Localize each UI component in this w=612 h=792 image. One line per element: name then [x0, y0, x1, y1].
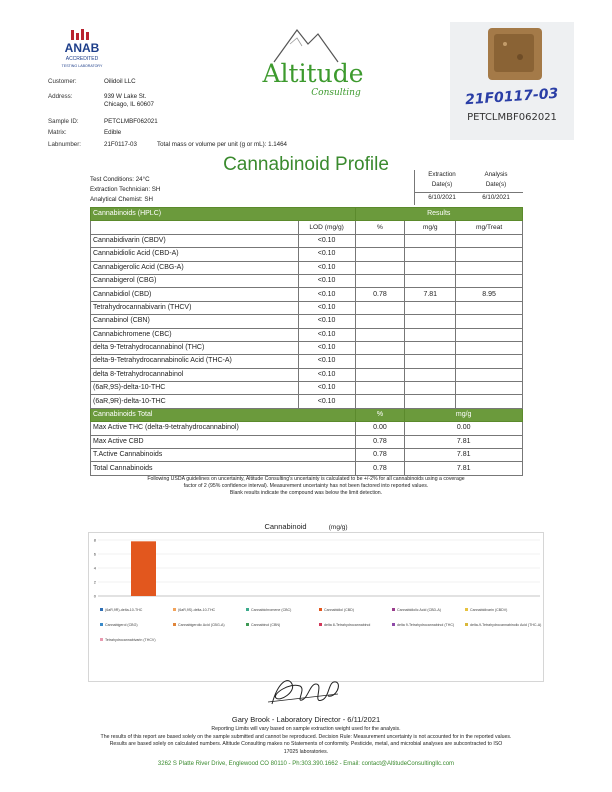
footer-line-3: The results of this report are based solely on the sample submitted and cannot be reproduced. Decision Rule: Measurement uncertainty is not accounted for in the reported values.	[100, 733, 512, 740]
totals-pct: 0.78	[355, 435, 405, 448]
totals-header-pct: %	[355, 408, 405, 421]
row-lod: <0.10	[298, 274, 355, 287]
legend-label: delta 8-Tetrahydrocannabinol	[324, 622, 371, 627]
uncertainty-notes	[90, 476, 522, 497]
anab-sub2: TESTING LABORATORY	[61, 64, 103, 68]
row-name: Tetrahydrocannabivarin (THCV)	[91, 301, 299, 314]
legend-swatch	[100, 608, 103, 611]
analysis-date-label: Analysis	[484, 171, 508, 178]
column-mgg: mg/g	[405, 221, 456, 234]
legend-swatch	[173, 608, 176, 611]
totals-name: Max Active CBD	[91, 435, 356, 448]
row-name: delta 8-Tetrahydrocannabinol	[91, 368, 299, 381]
row-name: Cannabichromene (CBC)	[91, 328, 299, 341]
legend-swatch	[319, 608, 322, 611]
totals-mgg: 0.00	[405, 422, 523, 435]
matrix-label: Matrix:	[48, 129, 67, 136]
labnumber-value: 21F0117-03	[104, 141, 137, 148]
column-pct: %	[355, 221, 405, 234]
anab-sub: ACCREDITED	[65, 56, 99, 62]
customer-value: Oilidoil LLC	[104, 78, 136, 85]
totals-pct: 0.00	[355, 422, 405, 435]
row-lod: <0.10	[298, 341, 355, 354]
row-name: Cannabigerol (CBG)	[91, 274, 299, 287]
chart-svg	[88, 532, 544, 682]
contact-line: 3262 S Platte River Drive, Englewood CO 80110 - Ph:303.390.1662 - Email: contact@AltitudeConsultingllc.com	[157, 761, 455, 767]
row-lod: <0.10	[298, 301, 355, 314]
totals-row	[91, 422, 523, 435]
table-row	[91, 234, 523, 247]
legend-label: Cannabigerol (CBG)	[105, 622, 138, 627]
row-lod: <0.10	[298, 315, 355, 328]
extraction-date-sub: Date(s)	[431, 181, 453, 188]
chart-title: Cannabinoid	[264, 522, 307, 531]
footer-line-2: Reporting Limits will vary based on sample extraction weight used for the analysis.	[211, 726, 401, 732]
extraction-date-label: Extraction	[428, 171, 456, 178]
test-conditions: Test Conditions: 24°C	[90, 176, 150, 183]
row-name: Cannabinol (CBN)	[91, 315, 299, 328]
table-row	[91, 301, 523, 314]
row-lod: <0.10	[298, 288, 355, 301]
table-row	[91, 288, 523, 301]
note-line-2: factor of 2 (95% confidence interval). Measurement uncertainty has not been factored into reported values.	[183, 483, 429, 489]
legend-swatch	[246, 608, 249, 611]
extraction-technician: Extraction Technician: SH	[90, 186, 161, 193]
table-row	[91, 341, 523, 354]
row-lod: <0.10	[298, 395, 355, 408]
analysis-date: 6/10/2021	[482, 194, 510, 201]
chart-bar	[131, 541, 156, 596]
table-row	[91, 382, 523, 395]
legend-swatch	[100, 638, 103, 641]
legend-swatch	[246, 623, 249, 626]
row-lod: <0.10	[298, 368, 355, 381]
legend-label: Cannabichromene (CBC)	[251, 607, 292, 612]
chart-tick-label: 8	[93, 537, 96, 543]
row-name: delta 9-Tetrahydrocannabinol (THC)	[91, 341, 299, 354]
table-header-left: Cannabinoids (HPLC)	[91, 208, 356, 221]
legend-swatch	[173, 623, 176, 626]
footer-line-4: Results are based solely on calculated numbers. Altitude Consulting makes no Statements of conformity. Pesticide, metal, and microbial analyses are subcontracted to ISO	[109, 741, 503, 747]
signatory: Gary Brook - Laboratory Director - 6/11/2021	[231, 715, 381, 724]
customer-label: Customer:	[48, 78, 77, 85]
anab-logo	[42, 28, 122, 76]
analysis-date-sub: Date(s)	[485, 181, 507, 188]
legend-label: (6aR,9S)-delta-10-THC	[178, 607, 216, 612]
page-title: Cannabinoid Profile	[223, 154, 389, 175]
cannabinoid-table	[90, 207, 523, 476]
legend-label: delta-9-Tetrahydrocannabinolic Acid (THC-A)	[470, 622, 542, 627]
dates-box	[414, 170, 523, 205]
labnumber-label: Labnumber:	[48, 141, 82, 148]
legend-label: Cannabidivarin (CBDV)	[470, 607, 508, 612]
extraction-date: 6/10/2021	[428, 194, 456, 201]
row-lod: <0.10	[298, 355, 355, 368]
anab-word: ANAB	[64, 41, 100, 55]
cbd-pct: 0.78	[355, 288, 405, 301]
totals-pct: 0.78	[355, 462, 405, 475]
legend-swatch	[465, 608, 468, 611]
row-name: Cannabigerolic Acid (CBG-A)	[91, 261, 299, 274]
table-row	[91, 315, 523, 328]
legend-label: Cannabigerolic Acid (CBG-A)	[178, 622, 225, 627]
table-row	[91, 368, 523, 381]
table-row	[91, 328, 523, 341]
note-line-1: Following USDA guidelines on uncertainty, Altitude Consulting's uncertainty is calculated to be +/-2% for all cannabinoids using a coverage	[147, 476, 465, 482]
legend-swatch	[392, 608, 395, 611]
row-name: Cannabidivarin (CBDV)	[91, 234, 299, 247]
chart-tick-label: 0	[93, 593, 96, 599]
legend-label: Cannabinol (CBN)	[251, 622, 281, 627]
table-row	[91, 248, 523, 261]
totals-name: Total Cannabinoids	[91, 462, 356, 475]
chart-unit: (mg/g)	[328, 524, 348, 531]
row-name: (6aR,9R)-delta-10-THC	[91, 395, 299, 408]
signature-image	[266, 672, 346, 712]
sample-id-label: Sample ID:	[48, 118, 79, 125]
mass-volume-text: Total mass or volume per unit (g or mL): 1.1464	[157, 141, 287, 148]
totals-name: Max Active THC (delta-9-tetrahydrocannabinol)	[91, 422, 356, 435]
totals-mgg: 7.81	[405, 449, 523, 462]
row-lod: <0.10	[298, 328, 355, 341]
totals-header-mgg: mg/g	[405, 408, 523, 421]
altitude-name: Altitude	[262, 59, 364, 88]
totals-mgg: 7.81	[405, 462, 523, 475]
totals-row	[91, 435, 523, 448]
legend-label: Tetrahydrocannabivarin (THCV)	[105, 637, 156, 642]
legend-swatch	[100, 623, 103, 626]
table-row	[91, 261, 523, 274]
sample-photo	[450, 22, 574, 140]
note-line-3: Blank results indicate the compound was below the limit detection.	[229, 490, 383, 496]
legend-swatch	[319, 623, 322, 626]
legend-label: (6aR,9R)-delta-10-THC	[105, 607, 143, 612]
chart-tick-label: 6	[93, 551, 96, 557]
cbd-mgtreat: 8.95	[456, 288, 523, 301]
sample-id-value: PETCLMBF062021	[104, 118, 158, 125]
row-lod: <0.10	[298, 382, 355, 395]
column-blank	[91, 221, 299, 234]
legend-label: Cannabidiolic Acid (CBD-A)	[397, 607, 441, 612]
row-lod: <0.10	[298, 261, 355, 274]
address-label: Address:	[48, 93, 73, 100]
altitude-sub: Consulting	[311, 88, 361, 98]
totals-row	[91, 449, 523, 462]
totals-row	[91, 462, 523, 475]
totals-name: T.Active Cannabinoids	[91, 449, 356, 462]
photo-caption: 21F0117-03	[464, 85, 559, 109]
analytical-chemist: Analytical Chemist: SH	[90, 196, 153, 203]
legend-swatch	[465, 623, 468, 626]
footer-line-5: 17025 laboratories.	[283, 748, 329, 755]
column-mgtreat: mg/Treat	[456, 221, 523, 234]
column-lod: LOD (mg/g)	[298, 221, 355, 234]
row-lod: <0.10	[298, 234, 355, 247]
matrix-value: Edible	[104, 129, 122, 136]
altitude-logo	[252, 22, 374, 100]
row-name: Cannabidiolic Acid (CBD-A)	[91, 248, 299, 261]
row-name: delta-9-Tetrahydrocannabinolic Acid (THC-A)	[91, 355, 299, 368]
legend-label: delta 9-Tetrahydrocannabinol (THC)	[397, 622, 455, 627]
legend-label: Cannabidiol (CBD)	[324, 607, 354, 612]
address-line1: 939 W Lake St.	[104, 93, 147, 100]
totals-mgg: 7.81	[405, 435, 523, 448]
table-row	[91, 274, 523, 287]
totals-header-label: Cannabinoids Total	[91, 408, 356, 421]
row-lod: <0.10	[298, 248, 355, 261]
table-row	[91, 395, 523, 408]
totals-pct: 0.78	[355, 449, 405, 462]
row-name: (6aR,9S)-delta-10-THC	[91, 382, 299, 395]
address-line2: Chicago, IL 60607	[104, 101, 154, 108]
legend-swatch	[392, 623, 395, 626]
chart-title-row	[0, 522, 612, 531]
chart-tick-label: 2	[93, 579, 96, 585]
photo-label: PETCLMBF062021	[467, 112, 557, 123]
table-row	[91, 355, 523, 368]
chart-tick-label: 4	[93, 565, 96, 571]
row-name: Cannabidiol (CBD)	[91, 288, 299, 301]
table-header-results: Results	[355, 208, 522, 221]
cbd-mgg: 7.81	[405, 288, 456, 301]
